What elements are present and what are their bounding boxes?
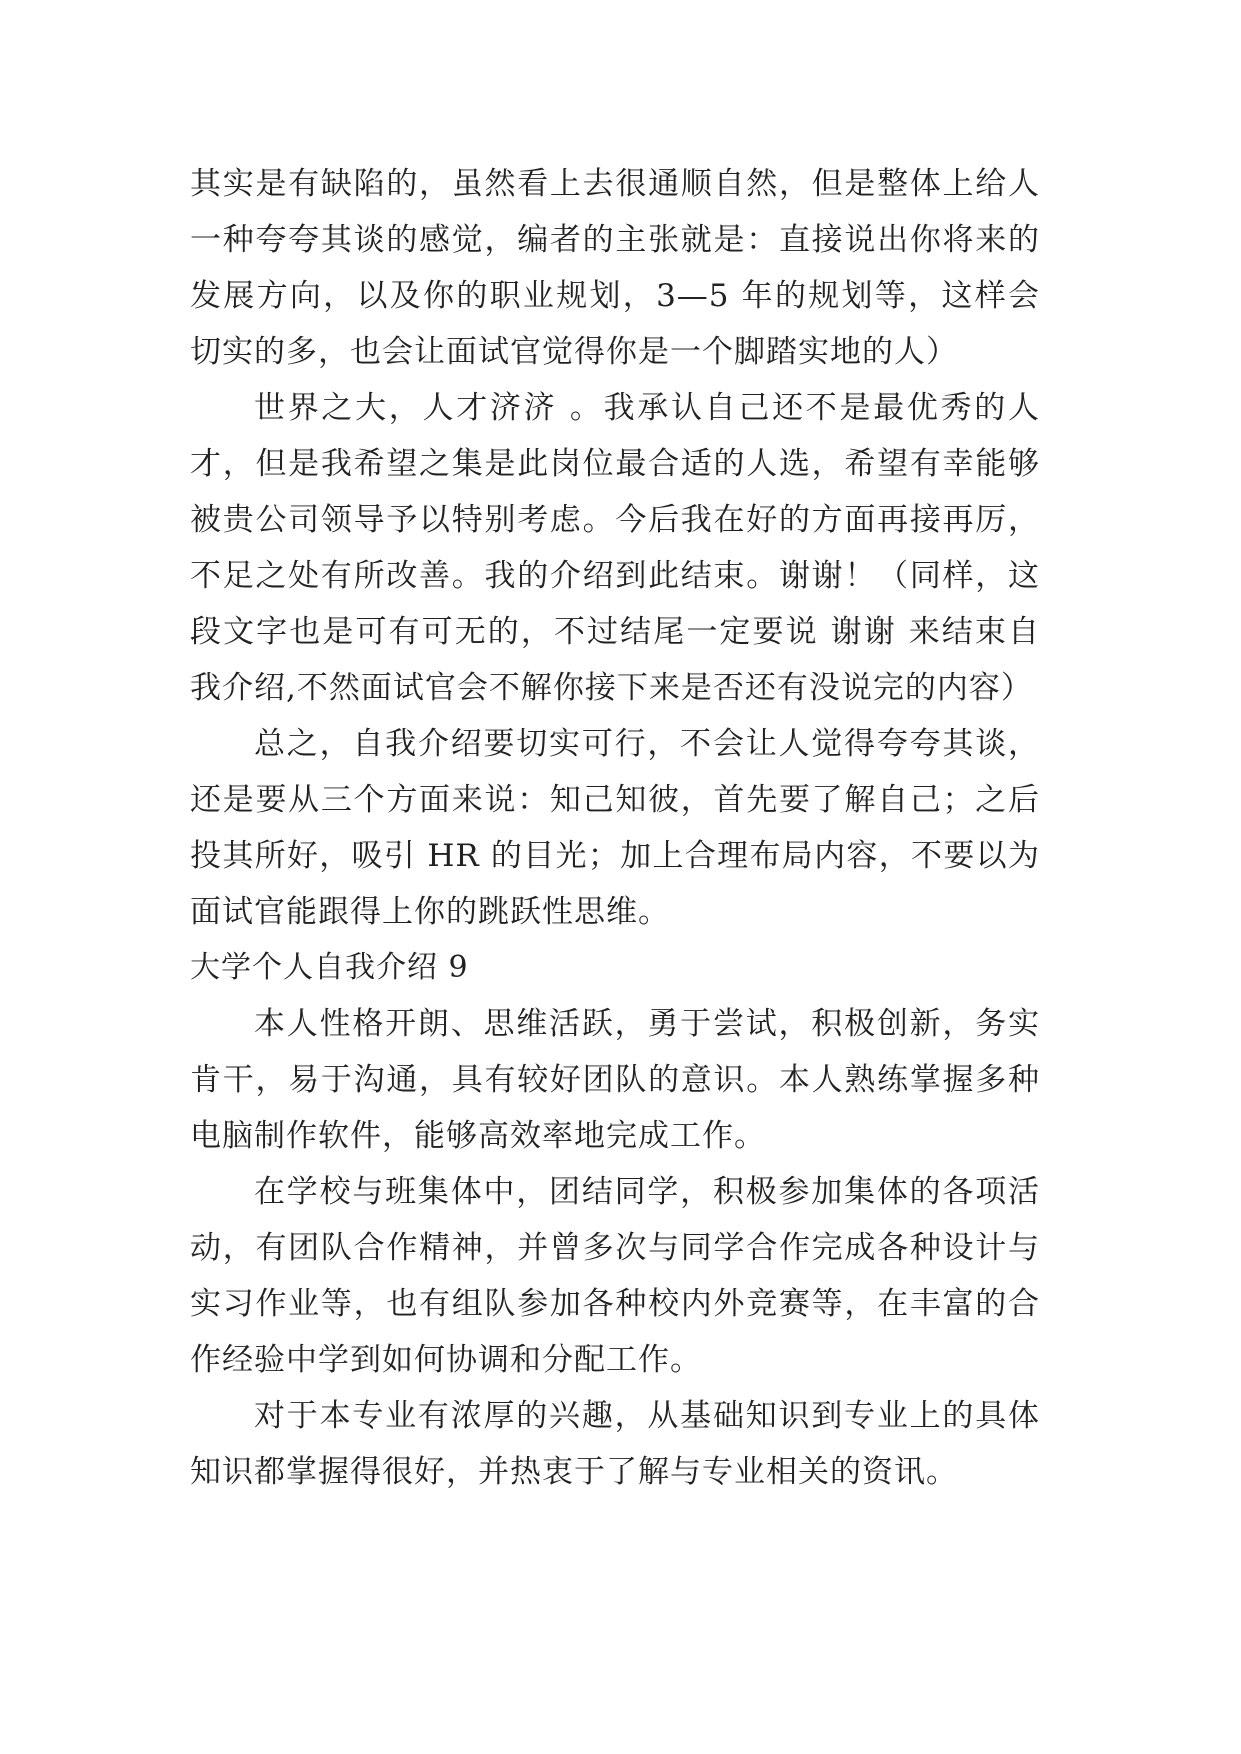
document-body	[190, 156, 1040, 1500]
section-heading: 大学个人自我介绍 9	[190, 950, 469, 985]
paragraph-3: 总之，自我介绍要切实可行，不会让人觉得夸夸其谈，还是要从三个方面来说：知己知彼，首先要了解自己；之后投其所好，吸引 HR 的目光；加上合理布局内容，不要以为面试官能跟得上你的跳跃性思维。	[190, 726, 1040, 930]
paragraph-6: 对于本专业有浓厚的兴趣，从基础知识到专业上的具体知识都掌握得很好，并热衷于了解与专业相关的资讯。	[190, 1398, 1040, 1490]
paragraph-1: 其实是有缺陷的，虽然看上去很通顺自然，但是整体上给人一种夸夸其谈的感觉，编者的主张就是：直接说出你将来的发展方向，以及你的职业规划，3—5 年的规划等，这样会切实的多，也会让面试官觉得你是一个脚踏实地的人）	[190, 166, 1040, 370]
paragraph-5: 在学校与班集体中，团结同学，积极参加集体的各项活动，有团队合作精神，并曾多次与同学合作完成各种设计与实习作业等，也有组队参加各种校内外竞赛等，在丰富的合作经验中学到如何协调和分配工作。	[190, 1174, 1040, 1378]
paragraph-2: 世界之大，人才济济 。我承认自己还不是最优秀的人才，但是我希望之集是此岗位最合适的人选，希望有幸能够被贵公司领导予以特别考虑。今后我在好的方面再接再厉，不足之处有所改善。我的介绍到此结束。谢谢！（同样，这段文字也是可有可无的，不过结尾一定要说 谢谢 来结束自我介绍,不然面试官会不解你接下来是否还有没说完的内容）	[190, 390, 1040, 706]
paragraph-4: 本人性格开朗、思维活跃，勇于尝试，积极创新，务实肯干，易于沟通，具有较好团队的意识。本人熟练掌握多种电脑制作软件，能够高效率地完成工作。	[190, 1006, 1040, 1154]
